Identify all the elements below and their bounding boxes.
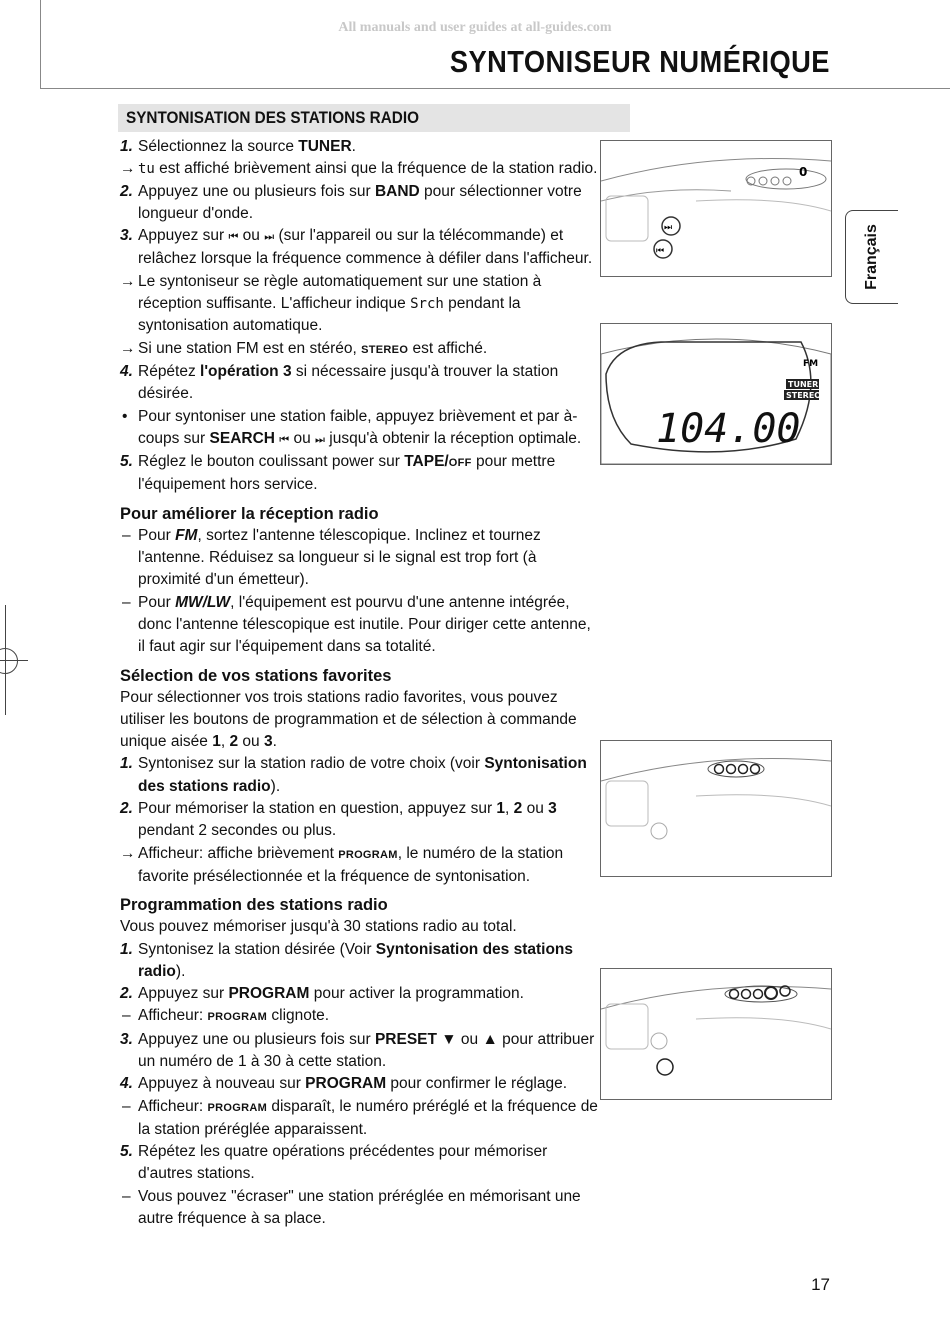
- section-title: SYNTONISATION DES STATIONS RADIO: [126, 108, 419, 127]
- stereo-indicator-lcd: STEREO: [786, 391, 822, 400]
- favorites-step-2: [120, 798, 600, 843]
- step-text: Sélectionnez la source: [138, 138, 299, 155]
- step-text: Appuyez sur: [138, 227, 229, 245]
- result-text: est affiché brièvement ainsi que la fréquence de la station radio.: [154, 160, 598, 178]
- bullet: •: [122, 407, 128, 425]
- result-text: est affiché.: [408, 339, 488, 357]
- section-reference: Syntonisation des stations radio: [138, 755, 587, 795]
- improve-text: Pour: [138, 593, 176, 611]
- favorites-intro: [120, 687, 600, 754]
- step-4: [120, 361, 600, 406]
- step-text: Appuyez sur: [138, 985, 229, 1003]
- note-text: Vous pouvez "écraser" une station préréglée en mémorisant une autre fréquence à sa place.: [138, 1187, 581, 1228]
- step-text: Appuyez une ou plusieurs fois sur: [138, 182, 375, 200]
- prev-symbol-icon: ⏮: [656, 246, 665, 256]
- dash: –: [122, 1187, 131, 1205]
- improve-text: , sortez l'antenne télescopique. Inclinez et tournez l'antenne. Réduisez sa longueur si le signal est trop fort (à proximité d'un émetteur).: [138, 526, 541, 589]
- result-3: [120, 271, 600, 338]
- page-number: 17: [811, 1275, 830, 1294]
- arrow-icon: →: [120, 844, 136, 862]
- step-number: 3.: [120, 227, 133, 245]
- display-text: Afficheur:: [138, 1007, 208, 1025]
- program-key: PROGRAM: [305, 1075, 387, 1093]
- language-tab: [845, 210, 898, 304]
- next-icon: ⏭: [264, 231, 275, 244]
- improve-fm: [120, 525, 600, 592]
- step-number: 2.: [120, 985, 133, 1003]
- display-window: [606, 1004, 648, 1049]
- preset-1-icon: [715, 765, 724, 774]
- device-drawing: [601, 969, 831, 1099]
- next-icon: ⏭: [315, 433, 325, 446]
- step-text: ou: [238, 227, 265, 245]
- intro-text: .: [272, 733, 277, 751]
- step-text: Syntonisez la station désirée (Voir: [138, 940, 376, 958]
- step-text: Appuyez à nouveau sur: [138, 1075, 306, 1093]
- result-text: , le numéro de la station favorite présélectionnée et la fréquence de syntonisation.: [138, 844, 564, 885]
- result-text: Le syntoniseur se règle automatiquement sur une station à réception suffisante. L'afficheur indique: [138, 272, 542, 313]
- next-button-icon: [651, 823, 667, 839]
- preset-group: [725, 986, 797, 1002]
- favorites-result: [120, 843, 600, 889]
- display-text: clignote.: [267, 1007, 330, 1025]
- key-1: 1: [496, 800, 506, 818]
- programming-heading: Programmation des stations radio: [120, 896, 388, 915]
- program-indicator: PROGRAM: [207, 1101, 268, 1114]
- previous-icon: ⏮: [228, 231, 239, 244]
- stereo-indicator: STEREO: [361, 343, 409, 356]
- step-3: [120, 225, 600, 271]
- program-button-icon: [765, 987, 777, 999]
- step-text: ).: [175, 962, 186, 980]
- step-2: [120, 181, 600, 226]
- device-illustration-presets: [600, 740, 832, 877]
- step-1: [120, 136, 600, 158]
- step-number: 4.: [120, 1075, 133, 1093]
- improve-heading: Pour améliorer la réception radio: [120, 504, 379, 523]
- dash: –: [122, 1097, 131, 1115]
- step-number: 5.: [120, 453, 133, 471]
- device-outline: [696, 200, 831, 211]
- preset-1-icon: [730, 990, 739, 999]
- lcd-tu: tu: [138, 161, 155, 178]
- section-heading: [118, 104, 630, 132]
- search-key: SEARCH: [209, 429, 275, 447]
- step-5: [120, 451, 600, 497]
- step-text: Répétez: [138, 362, 201, 380]
- section-reference: Syntonisation des stations radio: [138, 940, 574, 980]
- watermark: All manuals and user guides at all-guides.com: [338, 20, 612, 35]
- language-tab-label: Français: [863, 224, 880, 290]
- separator: ou: [238, 733, 264, 751]
- bullet-search: [120, 406, 600, 452]
- step-text: Pour mémoriser la station en question, appuyez sur: [138, 800, 497, 818]
- device-outline: [696, 795, 831, 806]
- separator: ,: [505, 800, 514, 818]
- display-window: [606, 781, 648, 826]
- step-text: pendant 2 secondes ou plus.: [138, 822, 337, 840]
- device-illustration-tuner: [600, 140, 832, 277]
- key-1: 1: [212, 733, 221, 751]
- display-window: [606, 196, 648, 241]
- programming-display-1: [120, 1005, 600, 1028]
- step-number: 4.: [120, 362, 133, 380]
- step-text: Réglez le bouton coulissant power sur: [138, 453, 405, 471]
- arrow-icon: →: [120, 160, 136, 178]
- intro-text: Pour sélectionner vos trois stations radio favorites, vous pouvez utiliser les boutons de programmation et de sélection à commande unique aisée: [120, 688, 577, 751]
- step-number: 1.: [120, 755, 133, 773]
- preset-button: [759, 177, 767, 185]
- programming-intro: Vous pouvez mémoriser jusqu'à 30 stations radio au total.: [120, 918, 517, 936]
- key-2: 2: [229, 733, 239, 751]
- step-text: pour attribuer un numéro de 1 à 30 à cette station.: [138, 1030, 595, 1070]
- program-indicator: PROGRAM: [207, 1011, 268, 1024]
- preset-2-icon: [727, 765, 736, 774]
- step-number: 2.: [120, 800, 133, 818]
- programming-step-4: [120, 1073, 600, 1095]
- device-outline: [601, 190, 731, 201]
- separator: ,: [220, 733, 230, 751]
- step-text: Répétez les quatre opérations précédentes pour mémoriser d'autres stations.: [138, 1143, 548, 1183]
- source-tuner: TUNER: [298, 138, 352, 155]
- device-drawing: [601, 741, 831, 876]
- tuner-knob-icon: 0: [799, 165, 808, 179]
- device-drawing: [601, 141, 831, 276]
- preset-3-icon: [754, 990, 763, 999]
- preset-button: [771, 177, 779, 185]
- device-outline: [601, 759, 831, 782]
- step-number: 1.: [120, 138, 133, 155]
- step-number: 3.: [120, 1030, 133, 1048]
- programming-step-5: [120, 1141, 600, 1186]
- programming-step-2: [120, 983, 600, 1005]
- step-text: pour confirmer le réglage.: [386, 1075, 568, 1093]
- programming-display-2: [120, 1096, 600, 1142]
- next-symbol-icon: ⏭: [664, 223, 673, 233]
- improve-text: Pour: [138, 526, 176, 544]
- programming-step-3: [120, 1029, 600, 1074]
- tuner-indicator: TUNER: [788, 380, 819, 389]
- programming-note: [120, 1186, 600, 1231]
- result-4: [120, 338, 600, 361]
- result-1: [120, 158, 600, 180]
- improve-mwlw: [120, 592, 600, 659]
- step-text: ).: [270, 777, 281, 795]
- next-button-icon: [651, 1033, 667, 1049]
- dash: –: [122, 593, 131, 611]
- up-arrow-icon: ▲: [482, 1030, 498, 1048]
- tape-key: TAPE/: [404, 453, 449, 471]
- device-outline: [696, 1018, 831, 1029]
- dash: –: [122, 1007, 131, 1025]
- separator: ou: [522, 800, 549, 818]
- preset-button: [783, 177, 791, 185]
- body-text: [120, 136, 600, 1230]
- preset-buttons: [746, 169, 826, 189]
- arrow-icon: →: [120, 272, 136, 290]
- program-indicator: PROGRAM: [338, 848, 398, 861]
- step-text: pour mettre l'équipement hors service.: [138, 453, 556, 494]
- lcd-srch: Srch: [410, 296, 444, 313]
- frequency-readout: 104.00: [656, 406, 801, 452]
- step-text: ou: [456, 1030, 483, 1048]
- step-text: .: [351, 138, 356, 155]
- device-outline: [601, 987, 831, 1010]
- device-illustration-program: [600, 968, 832, 1100]
- off-key: OFF: [448, 457, 472, 470]
- bullet-text: ou: [289, 429, 316, 447]
- step-text: (sur l'appareil ou sur la télécommande) et relâchez lorsque la fréquence commence à défiler dans l'afficheur.: [138, 227, 593, 268]
- dash: –: [122, 526, 131, 544]
- key-3: 3: [548, 800, 557, 818]
- step-number: 2.: [120, 182, 133, 200]
- result-text: Si une station FM est en stéréo,: [138, 339, 362, 357]
- band-key: BAND: [374, 182, 420, 200]
- fm-indicator: FM: [803, 359, 819, 369]
- display-drawing: [601, 324, 831, 464]
- arrow-icon: →: [120, 339, 136, 357]
- step-text: pour sélectionner votre longueur d'onde.: [138, 182, 582, 222]
- key-3: 3: [263, 733, 273, 751]
- step-text: Appuyez une ou plusieurs fois sur: [138, 1030, 375, 1048]
- step-text: si nécessaire jusqu'à trouver la station désirée.: [138, 362, 559, 403]
- down-arrow-icon: ▼: [441, 1030, 457, 1048]
- operation-ref: l'opération 3: [200, 362, 292, 380]
- step-number: 5.: [120, 1143, 133, 1161]
- preset-arrow-icon: [780, 986, 790, 996]
- bullet-text: Pour syntoniser une station faible, appuyez brièvement et par à-coups sur: [138, 407, 578, 447]
- display-text: Afficheur:: [138, 1097, 208, 1115]
- programming-step-1: [120, 939, 600, 984]
- step-text: Syntonisez sur la station radio de votre choix (voir: [138, 755, 485, 773]
- key-2: 2: [513, 800, 523, 818]
- page-title: SYNTONISEUR NUMÉRIQUE: [449, 44, 830, 79]
- preset-key: PRESET: [374, 1030, 437, 1048]
- prev-button-icon: [657, 1059, 673, 1075]
- program-key: PROGRAM: [228, 985, 310, 1003]
- bullet-text: jusqu'à obtenir la réception optimale.: [324, 429, 582, 447]
- favorites-heading: Sélection de vos stations favorites: [120, 666, 392, 685]
- result-text: Afficheur: affiche brièvement: [138, 844, 339, 862]
- device-illustration-display: [600, 323, 832, 465]
- previous-icon: ⏮: [279, 433, 290, 446]
- fm-band: FM: [175, 526, 198, 544]
- favorites-step-1: [120, 753, 600, 798]
- result-text: pendant la syntonisation automatique.: [138, 295, 521, 335]
- registration-mark: [0, 648, 18, 674]
- display-text: disparaît, le numéro préréglé et la fréquence de la station préréglée apparaissent.: [138, 1097, 598, 1138]
- preset-2-icon: [742, 990, 751, 999]
- program-icon: [751, 765, 760, 774]
- improve-text: , l'équipement est pourvu d'une antenne intégrée, donc l'antenne télescopique est inutile. Pour diriger cette antenne, il faut agir sur l'équipement dans sa totalité.: [138, 593, 591, 656]
- step-text: pour activer la programmation.: [309, 985, 524, 1003]
- preset-3-icon: [739, 765, 748, 774]
- mwlw-band: MW/LW: [175, 593, 231, 611]
- step-number: 1.: [120, 940, 133, 958]
